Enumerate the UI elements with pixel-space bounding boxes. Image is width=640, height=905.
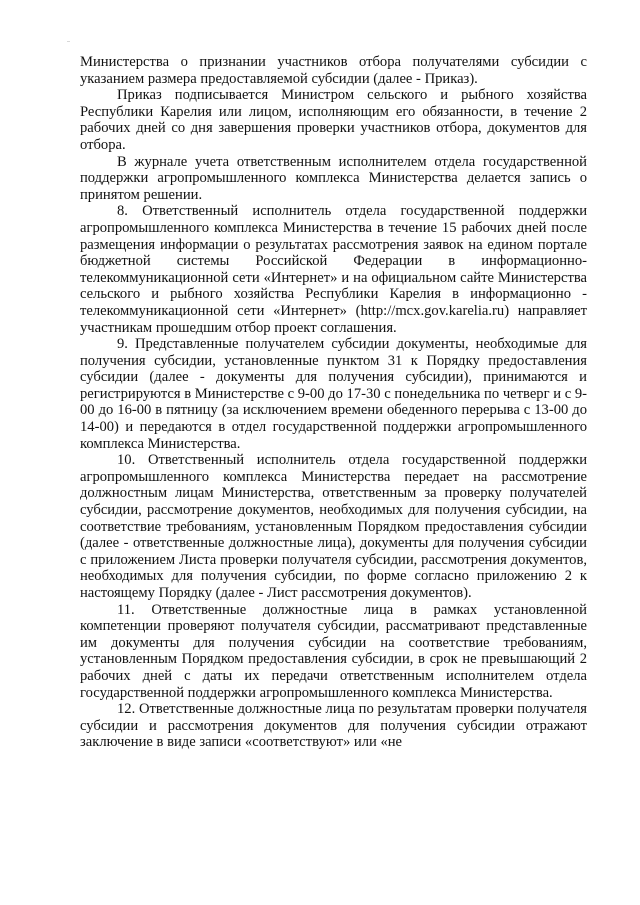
paragraph-item-8: 8. Ответственный исполнитель отдела государственной поддержки агропромышленного комплекса Министерства в течение 15 рабочих дней после размещения информации о результатах рассмотрения заявок на едином портале бюджетной системы Российской Федерации в информационно-телекоммуникационной сети «Интернет» и на официальном сайте Министерства сельского и рыбного хозяйства Республики Карелия в информационно - телекоммуникационной сети «Интернет» (http://mcx.gov.karelia.ru) направляет участникам прошедшим отбор проект соглашения. xyxy=(80,203,587,336)
paragraph-item-10: 10. Ответственный исполнитель отдела государственной поддержки агропромышленного комплекса Министерства передает на рассмотрение должностным лицам Министерства, ответственным за проверку получателей субсидии, рассмотрение документов, необходимых для получения субсидии, на соответствие требованиям, установленным Порядком предоставления субсидии (далее - ответственные должностные лица), документы для получения субсидии с приложением Листа проверки получателя субсидии, рассмотрения документов, необходимых для получения субсидии, по форме согласно приложению 2 к настоящему Порядку (далее - Лист рассмотрения документов). xyxy=(80,452,587,601)
paragraph-continuation: Министерства о признании участников отбора получателями субсидии с указанием размера предоставляемой субсидии (далее - Приказ). xyxy=(80,54,587,87)
paragraph-item-11: 11. Ответственные должностные лица в рамках установленной компетенции проверяют получателя субсидии, рассматривают представленные им документы для получения субсидии на соответствие требованиям, установленным Порядком предоставления субсидии, в срок не превышающий 2 рабочих дней с даты их передачи ответственным исполнителем отдела государственной поддержки агропромышленного комплекса Министерства. xyxy=(80,601,587,701)
paragraph-item-12: 12. Ответственные должностные лица по результатам проверки получателя субсидии и рассмотрения документов для получения субсидии отражают заключение в виде записи «соответствуют» или «не xyxy=(80,701,587,751)
document-body xyxy=(80,54,587,751)
paragraph-order-signing: Приказ подписывается Министром сельского и рыбного хозяйства Республики Карелия или лицом, исполняющим его обязанности, в течение 2 рабочих дней со дня завершения проверки участников отбора, документов для отбора. xyxy=(80,87,587,153)
scan-artifact xyxy=(67,41,70,42)
paragraph-journal-record: В журнале учета ответственным исполнителем отдела государственной поддержки агропромышленного комплекса Министерства делается запись о принятом решении. xyxy=(80,153,587,203)
paragraph-item-9: 9. Представленные получателем субсидии документы, необходимые для получения субсидии, установленные пунктом 31 к Порядку предоставления субсидии (далее - документы для получения субсидии), принимаются и регистрируются в Министерстве с 9-00 до 17-30 с понедельника по четверг и с 9-00 до 16-00 в пятницу (за исключением времени обеденного перерыва с 13-00 до 14-00) и передаются в отдел государственной поддержки агропромышленного комплекса Министерства. xyxy=(80,336,587,452)
